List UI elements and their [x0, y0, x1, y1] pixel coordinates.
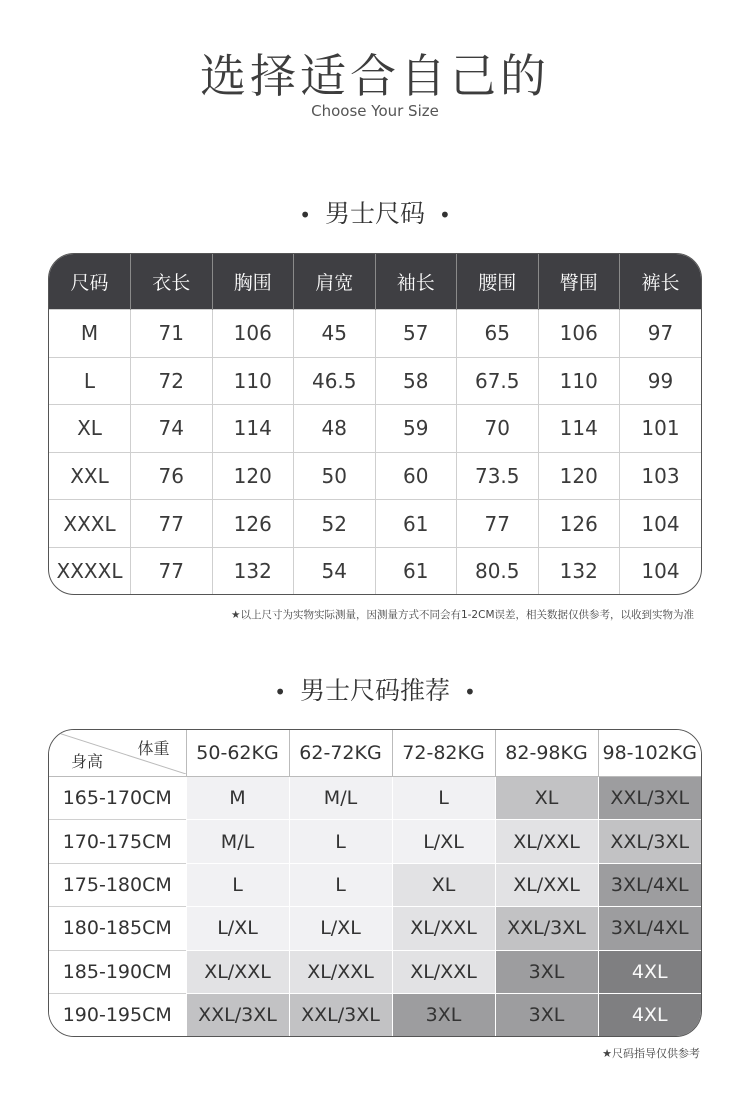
bullet-dot: •	[464, 680, 476, 704]
measure-cell: 110	[212, 357, 294, 405]
recommend-cell: L/XL	[289, 907, 392, 950]
measure-cell: 126	[212, 500, 294, 548]
recommend-cell: XL	[392, 863, 495, 906]
table-row	[49, 405, 701, 453]
page-subtitle: Choose Your Size	[311, 102, 439, 120]
recommend-cell: XL/XXL	[495, 820, 598, 863]
column-header: 臀围	[538, 254, 620, 310]
measure-cell: 114	[538, 405, 620, 453]
table-row	[49, 357, 701, 405]
recommend-cell: XL/XXL	[392, 907, 495, 950]
measure-cell: 61	[375, 500, 457, 548]
height-row-header: 165-170CM	[49, 777, 186, 820]
measure-cell: 106	[538, 310, 620, 358]
recommend-cell: 3XL/4XL	[598, 863, 701, 906]
column-header: 胸围	[212, 254, 294, 310]
height-row-header: 175-180CM	[49, 863, 186, 906]
weight-column-header: 82-98KG	[495, 730, 598, 777]
measure-cell: 71	[131, 310, 213, 358]
recommend-section-title-text: 男士尺码推荐	[299, 676, 450, 705]
measure-cell: 110	[538, 357, 620, 405]
bullet-dot: •	[299, 203, 311, 227]
measure-cell: 67.5	[457, 357, 539, 405]
measure-cell: 50	[294, 452, 376, 500]
recommend-cell: XL	[495, 777, 598, 820]
measure-cell: 80.5	[457, 547, 539, 594]
weight-column-header: 50-62KG	[186, 730, 289, 777]
measure-cell: 132	[212, 547, 294, 594]
recommend-cell: XL/XXL	[186, 950, 289, 993]
measure-cell: 61	[375, 547, 457, 594]
height-row-header: 170-175CM	[49, 820, 186, 863]
measure-cell: 77	[457, 500, 539, 548]
measure-cell: 65	[457, 310, 539, 358]
table-row	[49, 547, 701, 594]
table-row	[49, 500, 701, 548]
column-header: 袖长	[375, 254, 457, 310]
size-label-cell: XXXL	[49, 500, 131, 548]
recommend-cell: M/L	[289, 777, 392, 820]
measure-cell: 45	[294, 310, 376, 358]
weight-axis-label: 体重	[137, 739, 170, 758]
recommend-cell: M	[186, 777, 289, 820]
measure-cell: 59	[375, 405, 457, 453]
table-corner-header	[49, 730, 186, 777]
measure-cell: 54	[294, 547, 376, 594]
recommend-cell: XXL/3XL	[495, 907, 598, 950]
size-label-cell: XXXXL	[49, 547, 131, 594]
height-row-header: 180-185CM	[49, 907, 186, 950]
recommend-cell: XXL/3XL	[598, 820, 701, 863]
recommend-note: ★尺码指导仅供参考	[602, 1047, 700, 1060]
measure-cell: 120	[212, 452, 294, 500]
measure-cell: 76	[131, 452, 213, 500]
bullet-dot: •	[439, 203, 451, 227]
table-row	[49, 452, 701, 500]
measure-cell: 58	[375, 357, 457, 405]
column-header: 肩宽	[294, 254, 376, 310]
recommend-cell: XXL/3XL	[186, 993, 289, 1036]
measure-cell: 57	[375, 310, 457, 358]
recommend-cell: L	[186, 863, 289, 906]
measure-cell: 120	[538, 452, 620, 500]
table-row	[49, 863, 701, 906]
column-header: 尺码	[49, 254, 131, 310]
recommend-cell: XXL/3XL	[289, 993, 392, 1036]
height-axis-label: 身高	[71, 752, 104, 771]
measure-cell: 103	[620, 452, 702, 500]
weight-column-header: 98-102KG	[598, 730, 701, 777]
recommend-cell: 3XL	[495, 993, 598, 1036]
recommend-section-title	[0, 671, 750, 707]
measure-cell: 77	[131, 500, 213, 548]
measure-cell: 106	[212, 310, 294, 358]
size-section-title	[0, 194, 750, 230]
measure-cell: 126	[538, 500, 620, 548]
recommend-cell: XXL/3XL	[598, 777, 701, 820]
table-row	[49, 310, 701, 358]
recommend-cell: M/L	[186, 820, 289, 863]
measure-cell: 99	[620, 357, 702, 405]
size-label-cell: XL	[49, 405, 131, 453]
column-header: 裤长	[620, 254, 702, 310]
recommend-cell: 3XL	[392, 993, 495, 1036]
table-row	[49, 993, 701, 1036]
size-label-cell: XXL	[49, 452, 131, 500]
table-row	[49, 777, 701, 820]
recommend-cell: XL/XXL	[495, 863, 598, 906]
measure-cell: 73.5	[457, 452, 539, 500]
measure-cell: 70	[457, 405, 539, 453]
size-chart-table	[48, 253, 702, 595]
size-label-cell: M	[49, 310, 131, 358]
weight-column-header: 72-82KG	[392, 730, 495, 777]
table-row	[49, 820, 701, 863]
recommend-cell: 3XL	[495, 950, 598, 993]
measure-cell: 114	[212, 405, 294, 453]
measure-cell: 74	[131, 405, 213, 453]
recommend-cell: 4XL	[598, 950, 701, 993]
measure-cell: 72	[131, 357, 213, 405]
measure-cell: 101	[620, 405, 702, 453]
measure-cell: 77	[131, 547, 213, 594]
measure-cell: 97	[620, 310, 702, 358]
recommend-cell: 4XL	[598, 993, 701, 1036]
recommend-cell: L	[392, 777, 495, 820]
height-row-header: 190-195CM	[49, 993, 186, 1036]
table-row	[49, 950, 701, 993]
size-label-cell: L	[49, 357, 131, 405]
recommend-cell: L	[289, 863, 392, 906]
measure-cell: 52	[294, 500, 376, 548]
column-header: 衣长	[131, 254, 213, 310]
weight-column-header: 62-72KG	[289, 730, 392, 777]
recommend-cell: L/XL	[392, 820, 495, 863]
measure-cell: 104	[620, 547, 702, 594]
recommend-cell: XL/XXL	[289, 950, 392, 993]
measure-cell: 46.5	[294, 357, 376, 405]
size-section-title-text: 男士尺码	[324, 199, 425, 228]
height-row-header: 185-190CM	[49, 950, 186, 993]
bullet-dot: •	[274, 680, 286, 704]
measure-cell: 48	[294, 405, 376, 453]
measure-cell: 132	[538, 547, 620, 594]
recommend-cell: L/XL	[186, 907, 289, 950]
column-header: 腰围	[457, 254, 539, 310]
recommend-cell: XL/XXL	[392, 950, 495, 993]
size-note: ★以上尺寸为实物实际测量，因测量方式不同会有1-2CM误差，相关数据仅供参考，以收到实物为准	[231, 609, 694, 621]
recommend-cell: 3XL/4XL	[598, 907, 701, 950]
recommend-cell: L	[289, 820, 392, 863]
table-row	[49, 907, 701, 950]
page-title: 选择适合自己的	[200, 49, 550, 103]
measure-cell: 104	[620, 500, 702, 548]
measure-cell: 60	[375, 452, 457, 500]
size-recommend-table	[48, 729, 702, 1037]
